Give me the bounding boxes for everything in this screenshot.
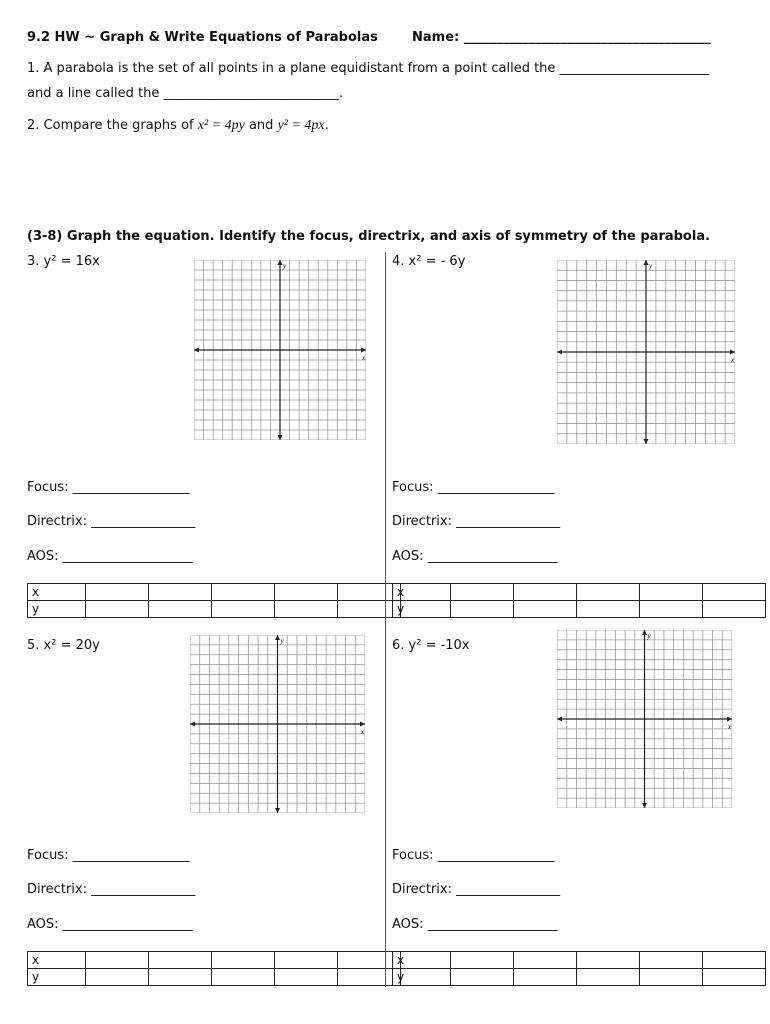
table-cell[interactable] <box>640 584 703 601</box>
x-axis-label: x <box>362 354 366 362</box>
table-cell[interactable] <box>212 969 275 986</box>
question-2-end: . <box>324 118 329 133</box>
problem-4-aos[interactable]: AOS: ____________________ <box>392 549 558 564</box>
table-row <box>28 584 401 601</box>
question-2-and: and <box>248 118 274 133</box>
problem-4-label: 4. x² = - 6y <box>392 254 466 269</box>
table-cell[interactable] <box>212 952 275 969</box>
problem-5-directrix[interactable]: Directrix: ________________ <box>27 882 196 897</box>
table-cell[interactable] <box>640 601 703 618</box>
table-cell[interactable] <box>451 952 514 969</box>
table-row <box>28 601 401 618</box>
problem-6-xy-table[interactable] <box>392 951 766 986</box>
question-1-line-1: 1. A parabola is the set of all points in a plane equidistant from a point called the _______________________ <box>27 61 710 76</box>
table-row <box>393 969 766 986</box>
x-header: x <box>393 584 451 601</box>
x-axis-label: x <box>731 356 735 364</box>
table-cell[interactable] <box>86 584 149 601</box>
problem-6-focus[interactable]: Focus: __________________ <box>392 848 555 863</box>
question-1-line-2: and a line called the ___________________________. <box>27 86 344 101</box>
x-axis-label: x <box>361 728 365 736</box>
problem-5-aos[interactable]: AOS: ____________________ <box>27 917 193 932</box>
y-axis-label: y <box>647 632 651 640</box>
table-cell[interactable] <box>577 584 640 601</box>
table-row <box>393 952 766 969</box>
table-cell[interactable] <box>577 601 640 618</box>
y-axis-label: y <box>649 262 653 270</box>
table-cell[interactable] <box>640 952 703 969</box>
problem-5-label: 5. x² = 20y <box>27 638 100 653</box>
table-row <box>28 952 401 969</box>
table-cell[interactable] <box>514 601 577 618</box>
problem-3-directrix[interactable]: Directrix: ________________ <box>27 514 196 529</box>
table-cell[interactable] <box>451 584 514 601</box>
problem-5-xy-table[interactable] <box>27 951 401 986</box>
table-cell[interactable] <box>703 601 766 618</box>
x-header: x <box>28 584 86 601</box>
table-cell[interactable] <box>451 601 514 618</box>
table-cell[interactable] <box>640 969 703 986</box>
y-header: y <box>393 601 451 618</box>
name-field[interactable]: Name: ______________________________________ <box>412 30 711 45</box>
problem-6-graph-grid[interactable] <box>557 630 732 808</box>
problem-4-focus[interactable]: Focus: __________________ <box>392 480 555 495</box>
table-cell[interactable] <box>149 969 212 986</box>
x-header: x <box>393 952 451 969</box>
table-cell[interactable] <box>577 952 640 969</box>
table-cell[interactable] <box>577 969 640 986</box>
table-cell[interactable] <box>149 601 212 618</box>
table-cell[interactable] <box>275 601 338 618</box>
problem-6-label: 6. y² = -10x <box>392 638 470 653</box>
column-divider <box>385 252 386 987</box>
problem-3-label: 3. y² = 16x <box>27 254 100 269</box>
table-cell[interactable] <box>275 952 338 969</box>
question-2 <box>27 118 329 134</box>
y-axis-label: y <box>283 262 287 270</box>
table-cell[interactable] <box>703 584 766 601</box>
problem-5-focus[interactable]: Focus: __________________ <box>27 848 190 863</box>
table-cell[interactable] <box>86 969 149 986</box>
table-cell[interactable] <box>514 969 577 986</box>
table-row <box>393 601 766 618</box>
problem-4-graph-grid[interactable] <box>557 260 735 444</box>
problem-3-graph-grid[interactable] <box>194 260 366 440</box>
section-heading: (3-8) Graph the equation. Identify the focus, directrix, and axis of symmetry of the parabola. <box>27 229 711 244</box>
problem-6-directrix[interactable]: Directrix: ________________ <box>392 882 561 897</box>
table-cell[interactable] <box>86 952 149 969</box>
table-cell[interactable] <box>275 969 338 986</box>
problem-4-xy-table[interactable] <box>392 583 766 618</box>
table-cell[interactable] <box>514 952 577 969</box>
problem-4-directrix[interactable]: Directrix: ________________ <box>392 514 561 529</box>
x-header: x <box>28 952 86 969</box>
equation-x2-4py: x² = 4py <box>197 118 245 133</box>
y-header: y <box>28 969 86 986</box>
problem-3-xy-table[interactable] <box>27 583 401 618</box>
equation-y2-4px: y² = 4px <box>277 118 325 133</box>
table-row <box>393 584 766 601</box>
table-cell[interactable] <box>275 584 338 601</box>
worksheet-title: 9.2 HW ~ Graph & Write Equations of Parabolas <box>27 30 378 45</box>
problem-6-aos[interactable]: AOS: ____________________ <box>392 917 558 932</box>
problem-3-focus[interactable]: Focus: __________________ <box>27 480 190 495</box>
problem-3-aos[interactable]: AOS: ____________________ <box>27 549 193 564</box>
table-cell[interactable] <box>149 952 212 969</box>
x-axis-label: x <box>728 723 732 731</box>
table-row <box>28 969 401 986</box>
question-2-text: 2. Compare the graphs of <box>27 118 194 133</box>
table-cell[interactable] <box>451 969 514 986</box>
table-cell[interactable] <box>703 952 766 969</box>
y-axis-label: y <box>280 637 284 645</box>
y-header: y <box>393 969 451 986</box>
table-cell[interactable] <box>149 584 212 601</box>
table-cell[interactable] <box>212 584 275 601</box>
table-cell[interactable] <box>212 601 275 618</box>
problem-5-graph-grid[interactable] <box>190 635 365 813</box>
table-cell[interactable] <box>514 584 577 601</box>
table-cell[interactable] <box>703 969 766 986</box>
table-cell[interactable] <box>86 601 149 618</box>
y-header: y <box>28 601 86 618</box>
